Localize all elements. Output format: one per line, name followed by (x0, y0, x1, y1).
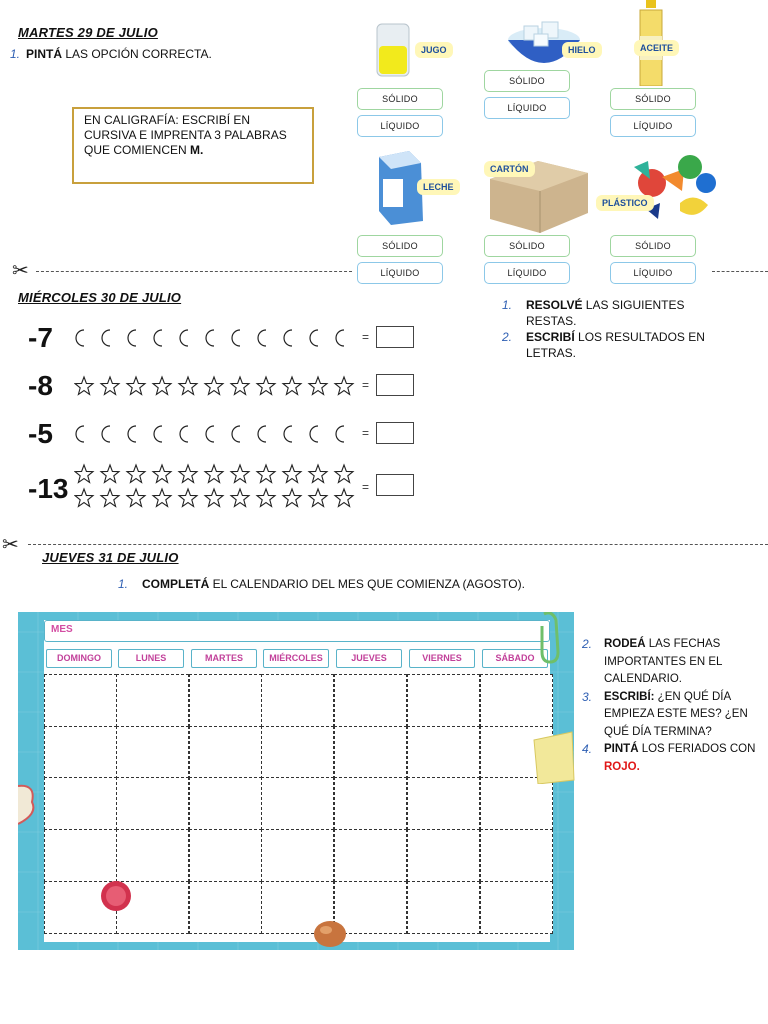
moon-icon (76, 330, 84, 346)
paperclip-icon (530, 612, 570, 672)
cut-line (28, 544, 768, 545)
equals-sign: = (362, 426, 370, 440)
list-item (582, 741, 762, 776)
star-icon (231, 377, 249, 394)
list-item (502, 297, 712, 329)
moon-icon (284, 330, 292, 346)
calendar-day-cell[interactable] (116, 726, 189, 779)
star-icon (153, 465, 171, 482)
option-liquido[interactable]: LÍQUIDO (357, 262, 443, 284)
star-icon (153, 489, 171, 506)
answer-box[interactable] (376, 326, 414, 348)
calendar-day-cell[interactable] (261, 726, 334, 779)
calendar-day-cell[interactable] (334, 674, 407, 727)
subtraction-row (28, 364, 428, 408)
moon-icon (232, 330, 240, 346)
answer-box[interactable] (376, 474, 414, 496)
calendar-day-cell[interactable] (189, 829, 262, 882)
option-liquido[interactable]: LÍQUIDO (610, 262, 696, 284)
star-icon (309, 465, 327, 482)
star-icon (179, 465, 197, 482)
subtraction-number: -5 (28, 418, 53, 449)
star-icon (75, 465, 93, 482)
star-icon (101, 465, 119, 482)
cut-line (36, 271, 352, 272)
list-number: 1. (10, 47, 21, 61)
star-icon (309, 377, 327, 394)
day1-instruction-1 (10, 46, 212, 62)
star-icon (335, 489, 353, 506)
answer-box[interactable] (376, 374, 414, 396)
weekday-header: LUNES (118, 649, 184, 668)
instruction-text: EL CALENDARIO DEL MES QUE COMIENZA (AGOSTO). (209, 577, 525, 591)
star-icon (179, 377, 197, 394)
list-number: 1. (502, 298, 513, 312)
subtraction-row (28, 462, 428, 516)
moon-icon (206, 330, 214, 346)
star-icon (283, 489, 301, 506)
instruction-verb: PINTÁ (26, 47, 62, 61)
calendar-day-cell[interactable] (334, 829, 407, 882)
list-item (582, 689, 762, 742)
instruction-verb: PINTÁ (604, 743, 639, 755)
calendar (18, 612, 574, 950)
option-solido[interactable]: SÓLIDO (610, 235, 696, 257)
calendar-day-cell[interactable] (261, 829, 334, 882)
moon-icon (206, 426, 214, 442)
calendar-day-cell[interactable] (407, 674, 480, 727)
star-icon (179, 489, 197, 506)
calendar-day-cell[interactable] (189, 881, 262, 934)
calendar-day-cell[interactable] (480, 829, 553, 882)
day2-instructions (502, 297, 712, 361)
calendar-day-cell[interactable] (189, 674, 262, 727)
calendar-day-cell[interactable] (334, 726, 407, 779)
calendar-day-cell[interactable] (44, 726, 117, 779)
instruction-verb: RODEÁ (604, 638, 646, 650)
moon-icon (154, 426, 162, 442)
moon-icon (154, 330, 162, 346)
star-icon (127, 489, 145, 506)
material-label: CARTÓN (484, 161, 535, 177)
star-icon (257, 377, 275, 394)
material-item (357, 0, 477, 145)
caligrafia-box (72, 107, 314, 184)
cut-line (712, 271, 768, 272)
calendar-day-cell[interactable] (116, 674, 189, 727)
weekday-header: DOMINGO (46, 649, 112, 668)
instruction-verb: COMPLETÁ (142, 577, 210, 591)
weekday-header: SÁBADO (482, 649, 548, 668)
seed-sticker-icon (312, 918, 348, 950)
calendar-day-cell[interactable] (261, 674, 334, 727)
option-liquido[interactable]: LÍQUIDO (610, 115, 696, 137)
list-number: 3. (582, 689, 593, 704)
calendar-day-cell[interactable] (480, 674, 553, 727)
calendar-day-cell[interactable] (189, 777, 262, 830)
day3-instruction-1 (118, 576, 525, 592)
calendar-day-cell[interactable] (116, 777, 189, 830)
day2-title: MIÉRCOLES 30 DE JULIO (18, 290, 182, 305)
option-liquido[interactable]: LÍQUIDO (357, 115, 443, 137)
weekday-header: JUEVES (336, 649, 402, 668)
instruction-text: LOS FERIADOS CON (638, 743, 756, 755)
star-icon (101, 489, 119, 506)
instruction-text: LOS RESULTADOS EN LETRAS. (526, 330, 705, 360)
day1-title: MARTES 29 DE JULIO (18, 25, 158, 40)
star-icon (309, 489, 327, 506)
subtraction-row (28, 316, 428, 360)
subtraction-number: -13 (28, 473, 69, 504)
plastic-toys-icon (610, 147, 730, 233)
moon-icon (336, 426, 344, 442)
list-number: 2. (582, 637, 593, 651)
month-field[interactable] (44, 620, 550, 642)
star-icon (283, 377, 301, 394)
option-solido[interactable]: SÓLIDO (484, 70, 570, 92)
calendar-day-cell[interactable] (407, 777, 480, 830)
star-icon (257, 465, 275, 482)
star-icon (75, 377, 93, 394)
star-icon (153, 377, 171, 394)
option-liquido[interactable]: LÍQUIDO (484, 262, 570, 284)
day3-instructions (582, 636, 762, 776)
star-icon (231, 489, 249, 506)
calendar-day-cell[interactable] (407, 829, 480, 882)
star-icon (257, 489, 275, 506)
star-icons (74, 374, 374, 402)
material-item (610, 0, 730, 145)
option-liquido[interactable]: LÍQUIDO (484, 97, 570, 119)
weekday-header: VIERNES (409, 649, 475, 668)
moon-icons (74, 326, 374, 354)
list-number: 1. (118, 577, 129, 591)
moon-icon (232, 426, 240, 442)
weekday-header: MARTES (191, 649, 257, 668)
day3-title: JUEVES 31 DE JULIO (42, 550, 179, 565)
material-item (484, 147, 604, 292)
instruction-verb: RESOLVÉ (526, 298, 583, 312)
caligrafia-text: EN CALIGRAFÍA: ESCRIBÍ EN CURSIVA E IMPRENTA 3 PALABRAS QUE COMIENCEN (84, 113, 287, 157)
star-icon (335, 377, 353, 394)
sticky-note-icon (528, 730, 576, 784)
calendar-day-cell[interactable] (116, 829, 189, 882)
material-label: LECHE (417, 179, 460, 195)
subtraction-number: -7 (28, 322, 53, 353)
month-label: MES (51, 624, 73, 635)
star-icon (127, 377, 145, 394)
material-item (484, 0, 604, 145)
list-number: 4. (582, 742, 593, 756)
caligrafia-letter: M. (190, 143, 204, 157)
option-solido[interactable]: SÓLIDO (357, 88, 443, 110)
star-icon (231, 465, 249, 482)
equals-sign: = (362, 330, 370, 344)
scissors-icon: ✂ (2, 534, 19, 556)
moon-icon (284, 426, 292, 442)
equals-sign: = (362, 378, 370, 392)
moon-icon (76, 426, 84, 442)
star-icon (127, 465, 145, 482)
calendar-day-cell[interactable] (261, 777, 334, 830)
highlight-red: ROJO. (604, 760, 640, 773)
weekday-header: MIÉRCOLES (263, 649, 329, 668)
calendar-day-cell[interactable] (44, 674, 117, 727)
star-icon (75, 489, 93, 506)
calendar-day-cell[interactable] (480, 881, 553, 934)
button-sticker-icon (98, 878, 134, 914)
star-icon (205, 377, 223, 394)
cardboard-box-icon (484, 147, 604, 233)
equals-sign: = (362, 480, 370, 494)
calendar-day-cell[interactable] (407, 726, 480, 779)
list-number: 2. (502, 330, 513, 344)
calendar-day-cell[interactable] (480, 777, 553, 830)
moon-icon (258, 330, 266, 346)
instruction-text: ¿EN QUÉ DÍA EMPIEZA ESTE MES? ¿EN QUÉ DÍA TERMINA? (604, 690, 748, 738)
moon-icon (102, 330, 110, 346)
option-solido[interactable]: SÓLIDO (610, 88, 696, 110)
instruction-text: LAS SIGUIENTES RESTAS. (526, 298, 685, 328)
calendar-day-cell[interactable] (334, 777, 407, 830)
moon-icons (74, 422, 374, 450)
calendar-day-cell[interactable] (44, 829, 117, 882)
subtraction-number: -8 (28, 370, 53, 401)
star-icon (205, 465, 223, 482)
instruction-verb: ESCRIBÍ: (604, 690, 655, 703)
calendar-day-cell[interactable] (407, 881, 480, 934)
material-label: JUGO (415, 42, 453, 58)
answer-box[interactable] (376, 422, 414, 444)
instruction-text: LAS FECHAS IMPORTANTES EN EL CALENDARIO. (604, 638, 723, 685)
calendar-day-cell[interactable] (189, 726, 262, 779)
option-solido[interactable]: SÓLIDO (357, 235, 443, 257)
moon-icon (180, 426, 188, 442)
moon-icon (128, 426, 136, 442)
material-label: ACEITE (634, 40, 679, 56)
shell-sticker-icon (18, 782, 40, 826)
moon-icon (310, 330, 318, 346)
material-item (357, 147, 477, 292)
subtraction-row (28, 412, 428, 456)
material-label: HIELO (562, 42, 602, 58)
moon-icon (310, 426, 318, 442)
star-icon (205, 489, 223, 506)
calendar-day-cell[interactable] (44, 777, 117, 830)
option-solido[interactable]: SÓLIDO (484, 235, 570, 257)
moon-icon (258, 426, 266, 442)
star-icon (283, 465, 301, 482)
moon-icon (336, 330, 344, 346)
star-icon (335, 465, 353, 482)
star-icon (101, 377, 119, 394)
star-icons (74, 462, 374, 514)
instruction-text: LAS OPCIÓN CORRECTA. (62, 47, 212, 61)
scissors-icon: ✂ (12, 260, 29, 282)
moon-icon (180, 330, 188, 346)
moon-icon (102, 426, 110, 442)
list-item (502, 329, 712, 361)
instruction-verb: ESCRIBÍ (526, 330, 575, 344)
moon-icon (128, 330, 136, 346)
list-item (582, 636, 762, 689)
material-label: PLÁSTICO (596, 195, 654, 211)
